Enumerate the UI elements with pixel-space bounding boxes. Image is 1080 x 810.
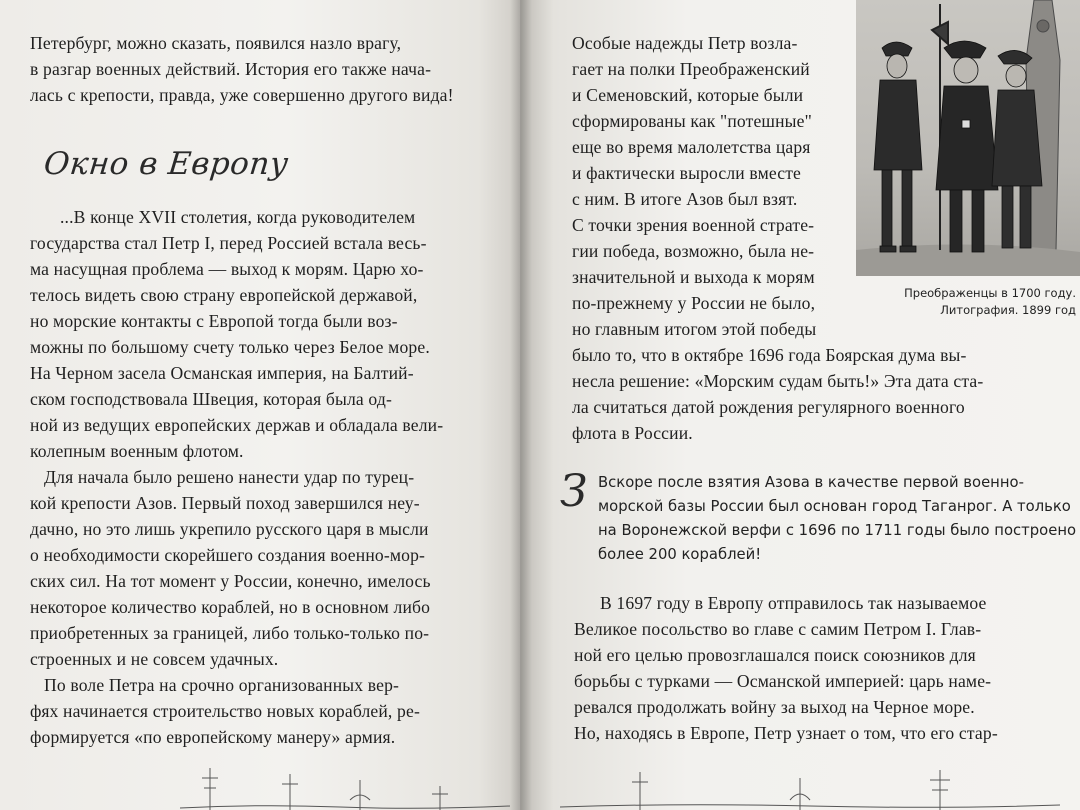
text-line: по-прежнему у России не было, — [572, 293, 816, 313]
callout-line: Вскоре после взятия Азова в качестве первой военно- — [598, 474, 1024, 491]
text-line: с ним. В итоге Азов был взят. — [572, 189, 798, 209]
text-line: но морские контакты с Европой тогда были воз- — [30, 311, 398, 331]
text-line: строенных и не совсем удачных. — [30, 649, 279, 669]
text-line: колепным военным флотом. — [30, 441, 244, 461]
text-line: ла считаться датой рождения регулярного военного — [572, 397, 965, 417]
ships-sketch-right — [560, 760, 1060, 810]
text-line: приобретенных за границей, либо только-только по- — [30, 623, 430, 643]
text-line: кой крепости Азов. Первый поход завершился неу- — [30, 493, 420, 513]
text-line: в разгар военных действий. История его также нача- — [30, 59, 432, 79]
text-line: было то, что в октябре 1696 года Боярская дума вы- — [572, 345, 967, 365]
section-heading: Окно в Европу — [42, 146, 291, 182]
text-line: некоторое количество кораблей, но в основном либо — [30, 597, 431, 617]
text-line: можны по большому счету только через Белое море. — [30, 337, 430, 357]
text-line: ной его целью провозглашался поиск союзников для — [574, 645, 976, 665]
text-line: В 1697 году в Европу отправилось так называемое — [600, 593, 987, 613]
callout-initial-letter: З — [560, 466, 588, 517]
text-line: Петербург, можно сказать, появился назло врагу, — [30, 33, 402, 53]
text-line: лась с крепости, правда, уже совершенно другого вида! — [30, 85, 454, 105]
figure-caption-line: Литография. 1899 год — [940, 303, 1076, 317]
book-gutter — [510, 0, 532, 810]
text-line: дачно, но это лишь укрепило русского царя в мысли — [30, 519, 429, 539]
text-line: о необходимости скорейшего создания военно-мор- — [30, 545, 426, 565]
text-line: ском господствовала Швеция, которая была од- — [30, 389, 392, 409]
text-line: несла решение: «Морским судам быть!» Эта дата ста- — [572, 371, 984, 391]
text-line: борьбы с турками — Османской империей: царь наме- — [574, 671, 992, 691]
text-line: флота в России. — [572, 423, 693, 443]
figure-caption-line: Преображенцы в 1700 году. — [904, 286, 1076, 300]
callout-line: более 200 кораблей! — [598, 546, 762, 563]
text-line: ских сил. На тот момент у России, конечно, имелось — [30, 571, 431, 591]
text-line: Великое посольство во главе с самим Петром I. Глав- — [574, 619, 982, 639]
text-line: ма насущная проблема — выход к морям. Царю хо- — [30, 259, 424, 279]
text-line: государства стал Петр I, перед Россией встала весь- — [30, 233, 427, 253]
text-line: но главным итогом этой победы — [572, 319, 817, 339]
text-line: телось видеть свою страну европейской державой, — [30, 285, 418, 305]
preobrazhensky-soldiers-lithograph — [856, 0, 1080, 276]
text-line: ревался продолжать войну за выход на Черное море. — [574, 697, 975, 717]
text-line: Но, находясь в Европе, Петр узнает о том, что его стар- — [574, 723, 998, 743]
text-line: Для начала было решено нанести удар по турец- — [44, 467, 415, 487]
text-line: и фактически выросли вместе — [572, 163, 802, 183]
text-line: С точки зрения военной страте- — [572, 215, 815, 235]
ships-sketch-left — [180, 760, 510, 810]
text-line: На Черном засела Османская империя, на Балтий- — [30, 363, 414, 383]
text-line: формируется «по европейскому манеру» армия. — [30, 727, 396, 747]
callout-line: на Воронежской верфи с 1696 по 1711 годы было построено — [598, 522, 1077, 539]
text-line: гает на полки Преображенский — [572, 59, 810, 79]
text-line: значительной и выхода к морям — [572, 267, 815, 287]
text-line: гии победа, возможно, была не- — [572, 241, 815, 261]
text-line: сформированы как "потешные" — [572, 111, 812, 131]
text-line: фях начинается строительство новых кораблей, ре- — [30, 701, 420, 721]
text-line: По воле Петра на срочно организованных вер- — [44, 675, 400, 695]
text-line: еще во время малолетства царя — [572, 137, 811, 157]
soldiers-illustration — [856, 0, 1080, 276]
text-line: ...В конце XVII столетия, когда руководителем — [60, 207, 416, 227]
callout-line: морской базы России был основан город Таганрог. А только — [598, 498, 1071, 515]
text-line: Особые надежды Петр возла- — [572, 33, 798, 53]
text-line: и Семеновский, которые были — [572, 85, 804, 105]
text-line: ной из ведущих европейских держав и обладала вели- — [30, 415, 444, 435]
